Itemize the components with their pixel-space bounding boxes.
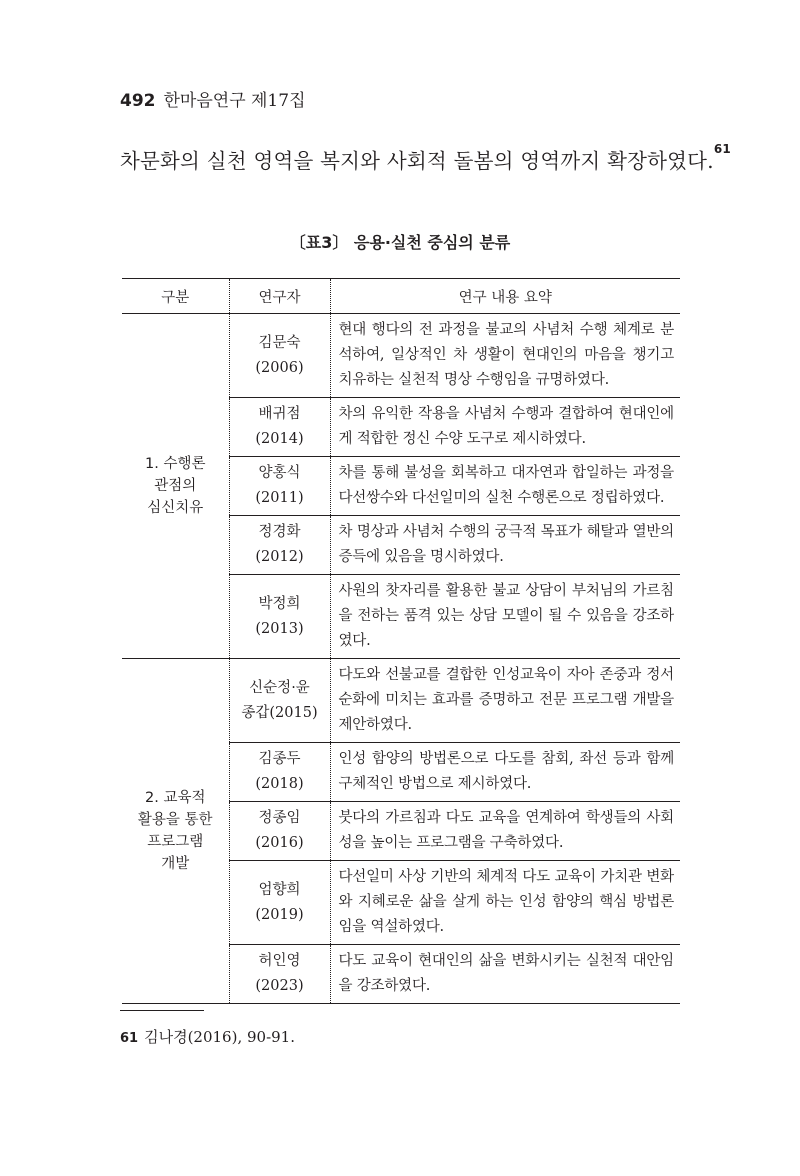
column-header-summary: 연구 내용 요약 [330, 279, 680, 314]
researcher-cell: 배귀점 (2014) [229, 398, 330, 457]
researcher-cell: 박정희 (2013) [229, 575, 330, 659]
footnote-reference: 61 [713, 142, 731, 156]
table-header-row [122, 279, 680, 314]
researcher-cell: 엄향희 (2019) [229, 861, 330, 945]
summary-cell: 인성 함양의 방법론으로 다도를 참회, 좌선 등과 함께 구체적인 방법으로 제시하였다. [330, 743, 680, 802]
journal-title: 한마음연구 제17집 [163, 91, 306, 111]
footnote-text: 김나경(2016), 90-91. [144, 1028, 295, 1046]
researcher-cell: 양홍식 (2011) [229, 457, 330, 516]
researcher-cell: 정종임 (2016) [229, 802, 330, 861]
category-cell: 1. 수행론 관점의 심신치유 [122, 314, 229, 659]
intro-text: 차문화의 실천 영역을 복지와 사회적 돌봄의 영역까지 확장하였다. [120, 149, 714, 173]
running-header [120, 86, 306, 111]
table-row [122, 659, 680, 743]
researcher-cell: 정경화 (2012) [229, 516, 330, 575]
category-cell: 2. 교육적 활용을 통한 프로그램 개발 [122, 659, 229, 1004]
footnote-divider [120, 1010, 204, 1011]
summary-cell: 차의 유익한 작용을 사념처 수행과 결합하여 현대인에게 적합한 정신 수양 도구로 제시하였다. [330, 398, 680, 457]
researcher-cell: 김문숙 (2006) [229, 314, 330, 398]
column-header-category: 구분 [122, 279, 229, 314]
intro-paragraph [120, 144, 731, 174]
summary-cell: 현대 행다의 전 과정을 불교의 사념처 수행 체계로 분석하여, 일상적인 차 생활이 현대인의 마음을 챙기고 치유하는 실천적 명상 수행임을 규명하였다. [330, 314, 680, 398]
footnote-number: 61 [120, 1031, 139, 1046]
researcher-cell: 김종두 (2018) [229, 743, 330, 802]
page-number: 492 [120, 91, 156, 111]
table-caption: 〔표3〕 응용·실천 중심의 분류 [289, 233, 511, 252]
researcher-cell: 신순정·윤 종갑(2015) [229, 659, 330, 743]
summary-cell: 붓다의 가르침과 다도 교육을 연계하여 학생들의 사회성을 높이는 프로그램을 구축하였다. [330, 802, 680, 861]
summary-cell: 차를 통해 불성을 회복하고 대자연과 합일하는 과정을 다선쌍수와 다선일미의 실천 수행론으로 정립하였다. [330, 457, 680, 516]
footnote [120, 1026, 295, 1047]
column-header-researcher: 연구자 [229, 279, 330, 314]
table-row [122, 314, 680, 398]
table-body [122, 314, 680, 1004]
classification-table [122, 278, 680, 1004]
summary-cell: 사원의 찻자리를 활용한 불교 상담이 부처님의 가르침을 전하는 품격 있는 상담 모델이 될 수 있음을 강조하였다. [330, 575, 680, 659]
summary-cell: 차 명상과 사념처 수행의 궁극적 목표가 해탈과 열반의 증득에 있음을 명시하였다. [330, 516, 680, 575]
summary-cell: 다도와 선불교를 결합한 인성교육이 자아 존중과 정서 순화에 미치는 효과를 증명하고 전문 프로그램 개발을 제안하였다. [330, 659, 680, 743]
summary-cell: 다도 교육이 현대인의 삶을 변화시키는 실천적 대안임을 강조하였다. [330, 945, 680, 1004]
researcher-cell: 허인영 (2023) [229, 945, 330, 1004]
summary-cell: 다선일미 사상 기반의 체계적 다도 교육이 가치관 변화와 지혜로운 삶을 살게 하는 인성 함양의 핵심 방법론임을 역설하였다. [330, 861, 680, 945]
